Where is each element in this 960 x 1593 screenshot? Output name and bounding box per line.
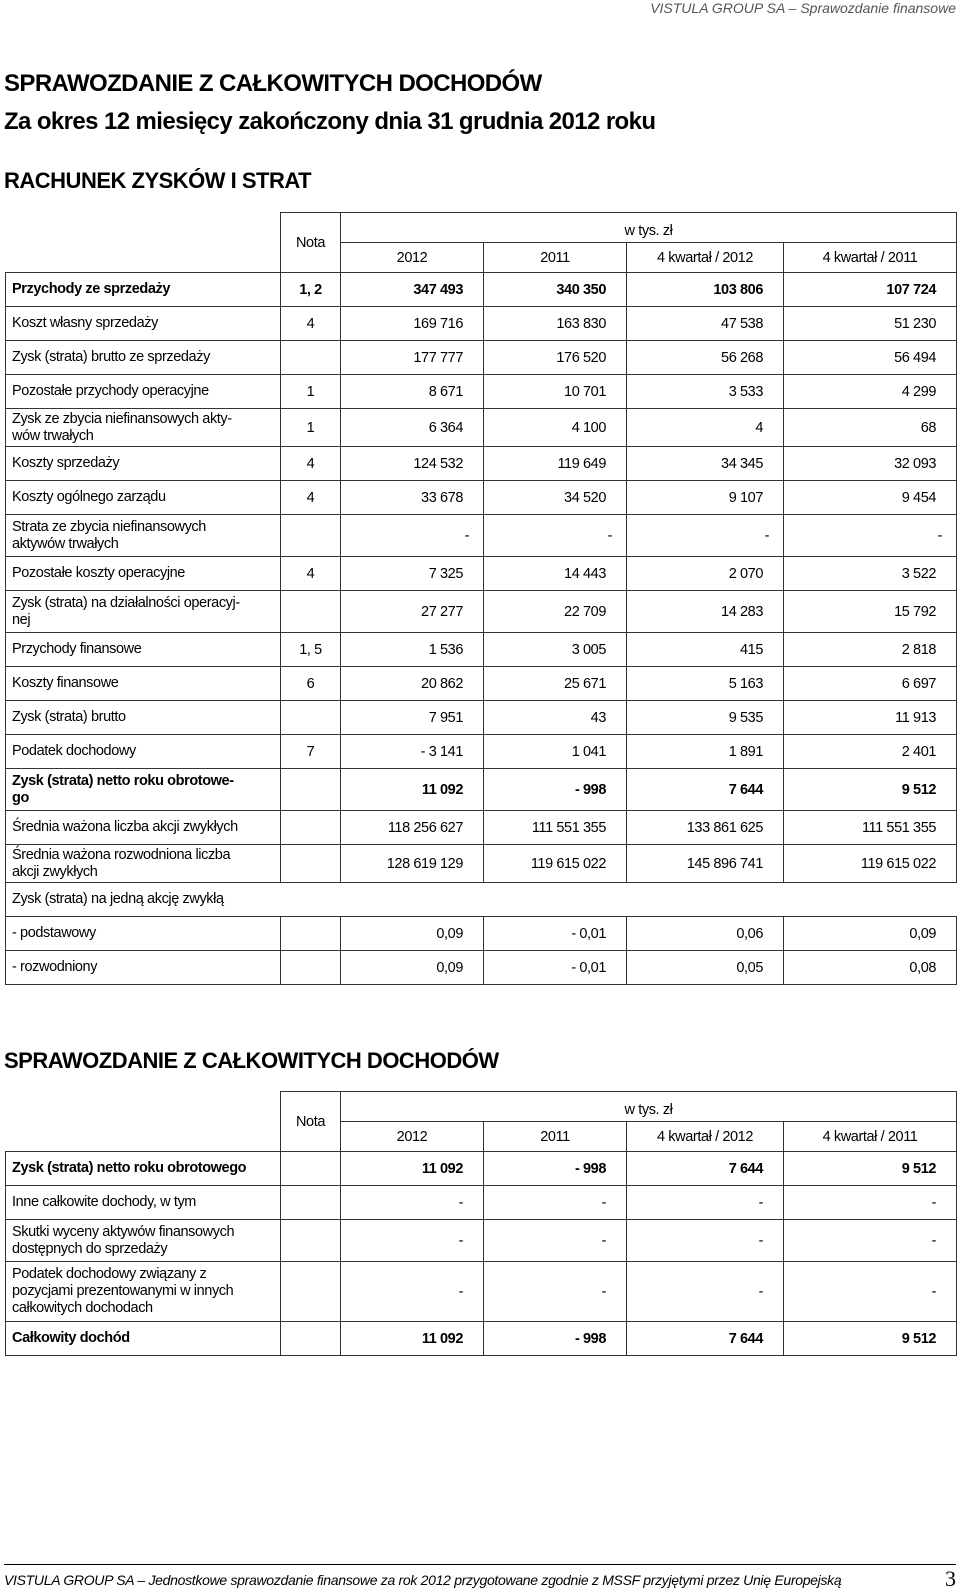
value-cell: 7 644	[627, 1152, 784, 1186]
income-statement-body	[6, 273, 957, 985]
value-cell: -	[484, 515, 627, 557]
unit-header: w tys. zł	[341, 213, 957, 243]
row-label: Koszty finansowe	[6, 667, 281, 701]
value-cell: 2 070	[627, 557, 784, 591]
row-label: Koszty ogólnego zarządu	[6, 481, 281, 515]
section-title-comprehensive-income: SPRAWOZDANIE Z CAŁKOWITYCH DOCHODÓW	[4, 1048, 499, 1073]
table-row	[6, 1322, 957, 1356]
value-cell: 27 277	[341, 591, 484, 633]
row-nota: 6	[281, 667, 341, 701]
value-cell: 9 454	[784, 481, 957, 515]
table-row	[6, 811, 957, 845]
value-cell: 0,05	[627, 951, 784, 985]
row-label: Strata ze zbycia niefinansowych aktywów trwałych	[6, 515, 281, 557]
row-label: Skutki wyceny aktywów finansowych dostępnych do sprzedaży	[6, 1220, 281, 1262]
value-cell	[484, 883, 627, 917]
value-cell: -	[341, 1186, 484, 1220]
row-nota	[281, 845, 341, 883]
table-row	[6, 557, 957, 591]
row-label: Przychody finansowe	[6, 633, 281, 667]
row-label: Pozostałe koszty operacyjne	[6, 557, 281, 591]
value-cell: 0,08	[784, 951, 957, 985]
row-label: Zysk (strata) brutto ze sprzedaży	[6, 341, 281, 375]
row-nota: 4	[281, 447, 341, 481]
value-cell: -	[341, 1220, 484, 1262]
value-cell: 7 325	[341, 557, 484, 591]
value-cell: 5 163	[627, 667, 784, 701]
value-cell: 11 092	[341, 1322, 484, 1356]
row-nota: 4	[281, 307, 341, 341]
value-cell	[341, 883, 484, 917]
header-blank-cell	[6, 1092, 281, 1152]
value-cell: - 0,01	[484, 951, 627, 985]
row-nota	[281, 1186, 341, 1220]
table-row	[6, 515, 957, 557]
row-nota: 7	[281, 735, 341, 769]
table-row	[6, 633, 957, 667]
value-cell: 34 520	[484, 481, 627, 515]
row-label: Pozostałe przychody operacyjne	[6, 375, 281, 409]
value-cell: -	[627, 1186, 784, 1220]
value-cell: - 998	[484, 769, 627, 811]
value-cell: 3 522	[784, 557, 957, 591]
value-cell: 9 535	[627, 701, 784, 735]
col-header-2011: 2011	[484, 243, 627, 273]
value-cell: 56 268	[627, 341, 784, 375]
col-header-2012: 2012	[341, 1122, 484, 1152]
running-header: VISTULA GROUP SA – Sprawozdanie finansowe	[650, 0, 956, 16]
table-row	[6, 1262, 957, 1322]
value-cell: 9 512	[784, 769, 957, 811]
value-cell: 11 092	[341, 769, 484, 811]
value-cell: -	[784, 1220, 957, 1262]
table-row	[6, 307, 957, 341]
col-header-q4-2012: 4 kwartał / 2012	[627, 243, 784, 273]
row-nota: 1	[281, 375, 341, 409]
value-cell: 4 100	[484, 409, 627, 447]
row-nota: 4	[281, 481, 341, 515]
row-nota	[281, 341, 341, 375]
row-nota	[281, 1152, 341, 1186]
value-cell: 22 709	[484, 591, 627, 633]
value-cell: 9 512	[784, 1152, 957, 1186]
value-cell: 107 724	[784, 273, 957, 307]
row-nota	[281, 701, 341, 735]
value-cell	[627, 883, 784, 917]
value-cell: 415	[627, 633, 784, 667]
row-nota	[281, 591, 341, 633]
value-cell: -	[784, 1262, 957, 1322]
value-cell: 133 861 625	[627, 811, 784, 845]
table-row	[6, 591, 957, 633]
comprehensive-income-header	[6, 1092, 957, 1152]
value-cell: 9 107	[627, 481, 784, 515]
row-nota: 4	[281, 557, 341, 591]
row-nota	[281, 811, 341, 845]
value-cell: - 0,01	[484, 917, 627, 951]
row-label: Przychody ze sprzedaży	[6, 273, 281, 307]
page-title: SPRAWOZDANIE Z CAŁKOWITYCH DOCHODÓW	[4, 70, 542, 97]
value-cell: 128 619 129	[341, 845, 484, 883]
comprehensive-income-body	[6, 1152, 957, 1356]
value-cell: 2 401	[784, 735, 957, 769]
value-cell: 119 615 022	[484, 845, 627, 883]
row-label: Koszt własny sprzedaży	[6, 307, 281, 341]
col-header-q4-2012: 4 kwartał / 2012	[627, 1122, 784, 1152]
table-row	[6, 1186, 957, 1220]
value-cell: -	[784, 515, 957, 557]
value-cell: 11 913	[784, 701, 957, 735]
row-label: Podatek dochodowy	[6, 735, 281, 769]
value-cell: 340 350	[484, 273, 627, 307]
nota-header: Nota	[281, 1092, 341, 1152]
value-cell: 9 512	[784, 1322, 957, 1356]
value-cell: 1 536	[341, 633, 484, 667]
income-statement-header	[6, 213, 957, 273]
value-cell: 124 532	[341, 447, 484, 481]
table-row	[6, 481, 957, 515]
value-cell: 7 951	[341, 701, 484, 735]
table-row	[6, 1220, 957, 1262]
value-cell: 25 671	[484, 667, 627, 701]
value-cell: 68	[784, 409, 957, 447]
page-subtitle: Za okres 12 miesięcy zakończony dnia 31 grudnia 2012 roku	[4, 108, 656, 135]
value-cell: 119 649	[484, 447, 627, 481]
value-cell: 20 862	[341, 667, 484, 701]
table-row	[6, 845, 957, 883]
value-cell: 6 364	[341, 409, 484, 447]
value-cell: 14 443	[484, 557, 627, 591]
row-label: Całkowity dochód	[6, 1322, 281, 1356]
row-nota: 1, 5	[281, 633, 341, 667]
value-cell: 145 896 741	[627, 845, 784, 883]
value-cell: 111 551 355	[484, 811, 627, 845]
value-cell: 163 830	[484, 307, 627, 341]
value-cell: 34 345	[627, 447, 784, 481]
value-cell: -	[627, 1220, 784, 1262]
row-label: Zysk (strata) na działalności operacyj- nej	[6, 591, 281, 633]
comprehensive-income-table	[5, 1091, 957, 1356]
table-row	[6, 883, 957, 917]
value-cell: 3 533	[627, 375, 784, 409]
row-label: Średnia ważona rozwodniona liczba akcji zwykłych	[6, 845, 281, 883]
row-label: - rozwodniony	[6, 951, 281, 985]
value-cell: -	[484, 1262, 627, 1322]
table-row	[6, 667, 957, 701]
value-cell: 169 716	[341, 307, 484, 341]
value-cell: 0,09	[341, 917, 484, 951]
value-cell: 15 792	[784, 591, 957, 633]
value-cell: -	[784, 1186, 957, 1220]
value-cell: 11 092	[341, 1152, 484, 1186]
value-cell: 3 005	[484, 633, 627, 667]
value-cell: -	[484, 1186, 627, 1220]
col-header-q4-2011: 4 kwartał / 2011	[784, 243, 957, 273]
row-nota	[281, 1220, 341, 1262]
value-cell: 32 093	[784, 447, 957, 481]
value-cell: - 998	[484, 1152, 627, 1186]
value-cell: 4	[627, 409, 784, 447]
table-row	[6, 273, 957, 307]
row-nota	[281, 951, 341, 985]
row-nota	[281, 883, 341, 917]
value-cell: 1 891	[627, 735, 784, 769]
header-blank-cell	[6, 213, 281, 273]
value-cell: 118 256 627	[341, 811, 484, 845]
unit-header: w tys. zł	[341, 1092, 957, 1122]
value-cell: 176 520	[484, 341, 627, 375]
table-row	[6, 701, 957, 735]
value-cell: -	[627, 1262, 784, 1322]
row-label: Zysk (strata) brutto	[6, 701, 281, 735]
value-cell: 0,09	[784, 917, 957, 951]
row-nota	[281, 769, 341, 811]
value-cell	[784, 883, 957, 917]
value-cell: 119 615 022	[784, 845, 957, 883]
row-nota: 1	[281, 409, 341, 447]
value-cell: 6 697	[784, 667, 957, 701]
row-label: - podstawowy	[6, 917, 281, 951]
table-row	[6, 409, 957, 447]
value-cell: - 3 141	[341, 735, 484, 769]
nota-header: Nota	[281, 213, 341, 273]
value-cell: 347 493	[341, 273, 484, 307]
value-cell: 177 777	[341, 341, 484, 375]
value-cell: -	[341, 515, 484, 557]
table-row	[6, 769, 957, 811]
row-label: Zysk (strata) netto roku obrotowe- go	[6, 769, 281, 811]
value-cell: 103 806	[627, 273, 784, 307]
page-number: 3	[945, 1566, 956, 1591]
income-statement-table	[5, 212, 957, 985]
row-label: Zysk ze zbycia niefinansowych akty- wów trwałych	[6, 409, 281, 447]
value-cell: 1 041	[484, 735, 627, 769]
value-cell: 47 538	[627, 307, 784, 341]
value-cell: - 998	[484, 1322, 627, 1356]
row-label: Średnia ważona liczba akcji zwykłych	[6, 811, 281, 845]
value-cell: 56 494	[784, 341, 957, 375]
value-cell: 8 671	[341, 375, 484, 409]
row-label: Zysk (strata) na jedną akcję zwykłą	[6, 883, 281, 917]
table-row	[6, 341, 957, 375]
value-cell: 0,09	[341, 951, 484, 985]
value-cell: -	[484, 1220, 627, 1262]
row-label: Inne całkowite dochody, w tym	[6, 1186, 281, 1220]
row-nota	[281, 917, 341, 951]
value-cell: 14 283	[627, 591, 784, 633]
section-title-income-statement: RACHUNEK ZYSKÓW I STRAT	[4, 168, 312, 193]
table-row	[6, 447, 957, 481]
row-nota	[281, 1262, 341, 1322]
table-row	[6, 951, 957, 985]
row-label: Koszty sprzedaży	[6, 447, 281, 481]
value-cell: 0,06	[627, 917, 784, 951]
value-cell: 10 701	[484, 375, 627, 409]
row-nota: 1, 2	[281, 273, 341, 307]
row-nota	[281, 1322, 341, 1356]
col-header-q4-2011: 4 kwartał / 2011	[784, 1122, 957, 1152]
value-cell: 7 644	[627, 769, 784, 811]
row-nota	[281, 515, 341, 557]
value-cell: -	[627, 515, 784, 557]
col-header-2011: 2011	[484, 1122, 627, 1152]
value-cell: 7 644	[627, 1322, 784, 1356]
value-cell: 4 299	[784, 375, 957, 409]
row-label: Podatek dochodowy związany z pozycjami prezentowanymi w innych całkowitych dochodach	[6, 1262, 281, 1322]
value-cell: 2 818	[784, 633, 957, 667]
table-row	[6, 375, 957, 409]
value-cell: 43	[484, 701, 627, 735]
row-label: Zysk (strata) netto roku obrotowego	[6, 1152, 281, 1186]
value-cell: 111 551 355	[784, 811, 957, 845]
value-cell: 51 230	[784, 307, 957, 341]
table-row	[6, 1152, 957, 1186]
footer-text: VISTULA GROUP SA – Jednostkowe sprawozdanie finansowe za rok 2012 przygotowane zgodnie z MSSF przyjętymi przez Unię Europejską	[4, 1572, 842, 1588]
table-row	[6, 917, 957, 951]
col-header-2012: 2012	[341, 243, 484, 273]
value-cell: 33 678	[341, 481, 484, 515]
footer-rule	[4, 1564, 956, 1565]
value-cell: -	[341, 1262, 484, 1322]
table-row	[6, 735, 957, 769]
